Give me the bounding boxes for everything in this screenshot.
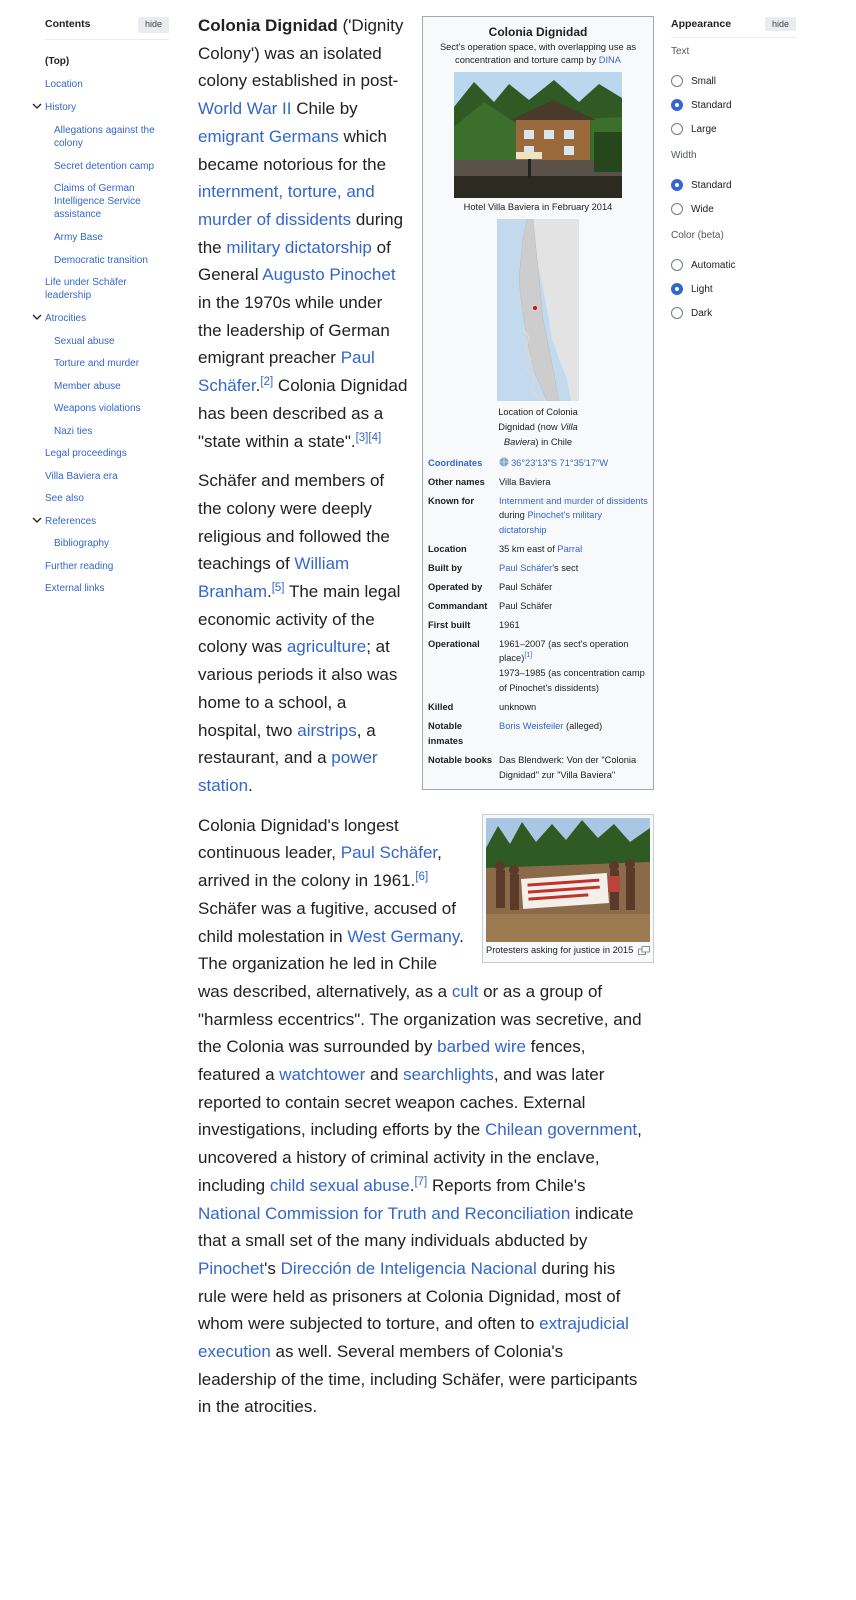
thumbnail-caption: Protesters asking for justice in 2015 xyxy=(486,944,634,955)
link-boris-weisfeiler[interactable]: Boris Weisfeiler xyxy=(499,720,564,731)
radio-label: Large xyxy=(691,123,717,135)
text: . xyxy=(248,775,253,795)
toc-item-army-base[interactable]: Army Base xyxy=(54,231,103,243)
link-watchtower[interactable]: watchtower xyxy=(279,1065,366,1085)
toc-header xyxy=(45,17,169,40)
infobox-row-operational xyxy=(428,636,648,700)
text: The main legal economic activity of the colony was xyxy=(198,582,401,657)
toc-item-nazi-ties[interactable]: Nazi ties xyxy=(54,425,93,437)
reference-link[interactable]: [5] xyxy=(271,582,285,595)
location-text: 35 km east of xyxy=(499,544,555,555)
infobox-row-known-for xyxy=(428,493,648,542)
toc-item-allegations[interactable]: Allegations against the colony xyxy=(54,124,155,149)
known-for-text: during xyxy=(499,510,525,521)
chevron-down-icon[interactable] xyxy=(32,515,42,525)
text: which became notorious for the xyxy=(198,126,387,174)
toc-item-history[interactable] xyxy=(45,101,170,114)
text: 's xyxy=(264,1258,276,1278)
built-by-label: Built by xyxy=(428,563,463,574)
toc-item-atrocities[interactable] xyxy=(45,312,170,325)
text: as well. Several members of Colonia's leadership of the time, including Schäfer, were participants in the atrocities. xyxy=(198,1342,638,1417)
article-title-bold: Colonia Dignidad xyxy=(198,16,338,35)
text: , arrived in the colony in 1961. xyxy=(198,843,442,891)
link-military-dictatorship[interactable]: 's military dictatorship xyxy=(499,510,603,536)
text-size-large-radio[interactable] xyxy=(671,123,717,135)
other-names-label: Other names xyxy=(428,476,485,487)
toc-item-sexual-abuse[interactable]: Sexual abuse xyxy=(54,335,115,347)
toc-item-label: History xyxy=(45,101,77,113)
color-label: Color (beta) xyxy=(671,230,724,241)
protesters-photo[interactable] xyxy=(486,818,650,942)
radio-circle[interactable] xyxy=(671,203,683,215)
infobox-row-notable-inmates xyxy=(428,718,648,752)
reference-link[interactable]: [2] xyxy=(260,376,274,389)
first-built-value: 1961 xyxy=(499,619,520,630)
known-for-value xyxy=(499,494,648,539)
location-value xyxy=(499,542,648,557)
radio-label: Standard xyxy=(691,99,732,111)
notable-books-label: Notable books xyxy=(428,754,493,765)
radio-circle-selected[interactable] xyxy=(671,179,683,191)
protest-thumbnail xyxy=(482,814,654,963)
enlarge-icon[interactable] xyxy=(638,946,650,955)
text: fences, featured a xyxy=(198,1037,586,1085)
radio-circle[interactable] xyxy=(671,75,683,87)
text-size-standard-radio[interactable] xyxy=(671,99,732,111)
appearance-hide-button[interactable]: hide xyxy=(765,17,796,31)
radio-circle-selected[interactable] xyxy=(671,283,683,295)
article-paragraph: Schäfer and members of the colony were deeply religious and followed the teachings of William Branham.[5] The main legal economic activity of the colony was agriculture; at various periods it also was home to a school, a hospital, two airstrips, a restaurant, and a power station. xyxy=(198,471,401,795)
infobox-row-killed xyxy=(428,699,648,718)
infobox-row-coordinates xyxy=(428,455,648,474)
toc-item-label: References xyxy=(45,515,97,527)
link-chilean-government[interactable]: Chilean government xyxy=(484,1120,638,1140)
infobox-subtitle-text: Sect's operation space, with overlapping use as concentration and torture camp by xyxy=(439,42,637,66)
link-power-station[interactable]: power station xyxy=(198,748,378,795)
text: Colonia Dignidad has been described as a "state within a state". xyxy=(198,376,408,451)
infobox-row-location xyxy=(428,541,648,560)
toc-item-location[interactable]: Location xyxy=(45,78,83,90)
text: Schäfer and members of the colony were deeply religious and followed the teachings of xyxy=(198,471,390,574)
radio-circle[interactable] xyxy=(671,307,683,319)
infobox-row-other-names xyxy=(428,474,648,493)
first-built-label: First built xyxy=(428,619,471,630)
coordinates-label[interactable]: Coordinates xyxy=(428,457,483,468)
text: and xyxy=(370,1065,399,1085)
infobox-row-built-by xyxy=(428,560,648,579)
thumbnail-caption-row xyxy=(486,944,650,958)
link-pinochet[interactable]: Pinochet xyxy=(198,1258,265,1278)
toc-item-secret-detention-camp[interactable]: Secret detention camp xyxy=(54,160,155,172)
map-caption-emphasis: Villa Baviera xyxy=(503,422,578,448)
link-parral[interactable]: Parral xyxy=(557,544,583,555)
appearance-header xyxy=(671,17,796,38)
text-size-label: Text xyxy=(671,46,690,57)
radio-label: Dark xyxy=(691,307,713,319)
text: of General xyxy=(198,237,391,285)
color-light-radio[interactable] xyxy=(671,283,713,295)
text: Chile by xyxy=(296,99,358,119)
color-dark-radio[interactable] xyxy=(671,307,712,319)
reference-link[interactable]: [7] xyxy=(414,1175,428,1188)
link-internment-torture-murder[interactable]: internment, torture, and murder of dissidents xyxy=(198,182,375,229)
chevron-down-icon[interactable] xyxy=(32,312,42,322)
photo-caption: Hotel Villa Baviera in February 2014 xyxy=(463,201,613,212)
link-west-germany[interactable]: West Germany xyxy=(347,926,460,946)
article-body xyxy=(198,12,648,1433)
commandant-label: Commandant xyxy=(428,600,488,611)
killed-label: Killed xyxy=(428,702,454,713)
infobox-row-commandant xyxy=(428,598,648,617)
coordinates-value[interactable] xyxy=(499,456,648,471)
link-world-war-ii[interactable]: World War II xyxy=(198,99,292,119)
link-searchlights[interactable]: searchlights xyxy=(403,1065,494,1085)
notable-inmates-suffix: (alleged) xyxy=(566,720,603,731)
link-dina[interactable]: DINA xyxy=(598,55,621,66)
link-internment-murder[interactable]: Internment and murder of dissidents xyxy=(499,495,648,506)
radio-circle[interactable] xyxy=(671,259,683,271)
chile-location-map[interactable] xyxy=(497,219,579,401)
link-paul-schafer[interactable]: Paul Schäfer xyxy=(198,348,375,396)
map-caption-text: ) in Chile xyxy=(535,437,573,448)
text: Colonia Dignidad's longest continuous leader, xyxy=(198,815,399,863)
toc-item-legal-proceedings[interactable]: Legal proceedings xyxy=(45,447,127,459)
toc-item-references[interactable] xyxy=(45,515,170,528)
operational-text: 1961–2007 (as sect's operation place) xyxy=(499,638,629,664)
other-names-value: Villa Baviera xyxy=(499,476,551,487)
infobox-row-notable-books xyxy=(428,752,648,786)
toc-item-external-links[interactable]: External links xyxy=(45,582,105,594)
infobox-row-first-built xyxy=(428,617,648,636)
text: Schäfer was a fugitive, accused of child molestation in xyxy=(198,898,456,946)
toc-item-further-reading[interactable]: Further reading xyxy=(45,560,114,572)
text: during the xyxy=(198,209,404,257)
link-extrajudicial-execution[interactable]: extrajudicial execution xyxy=(198,1314,629,1362)
killed-value: unknown xyxy=(499,702,537,713)
text: in the 1970s while under the leadership of German emigrant preacher xyxy=(198,293,390,368)
text: , and was later reported to contain secret weapon caches. External investigations, including efforts by the xyxy=(198,1065,605,1140)
chevron-down-icon[interactable] xyxy=(32,101,42,111)
operational-value xyxy=(499,637,648,697)
link-pinochet[interactable]: Pinochet xyxy=(527,510,564,521)
toc-title: Contents xyxy=(45,18,91,31)
text: indicate that a small set of the many individuals abducted by xyxy=(198,1203,634,1251)
radio-label: Light xyxy=(691,283,713,295)
text: ; at various periods it also was home to a school, a hospital, two xyxy=(198,637,398,740)
toc-item-claims-german-intelligence[interactable]: Claims of German Intelligence Service assistance xyxy=(54,182,141,220)
link-military-dictatorship[interactable]: military dictatorship xyxy=(226,237,372,257)
appearance-panel xyxy=(671,17,796,319)
link-truth-reconciliation-commission[interactable]: National Commission for Truth and Reconciliation xyxy=(198,1203,571,1223)
text: ('Dignity Colony') was an isolated colony established in post- xyxy=(198,16,404,91)
map-caption xyxy=(493,405,583,451)
infobox-subtitle xyxy=(428,41,648,68)
built-by-value xyxy=(499,561,648,576)
operated-by-value: Paul Schäfer xyxy=(499,581,553,592)
notable-inmates-label: Notable inmates xyxy=(428,720,464,746)
link-barbed-wire[interactable]: barbed wire xyxy=(437,1037,526,1057)
link-augusto-pinochet[interactable]: Augusto Pinochet xyxy=(262,265,396,285)
notable-inmates-value xyxy=(499,719,648,749)
reference-link[interactable]: [1] xyxy=(524,652,533,660)
toc-hide-button[interactable]: hide xyxy=(138,17,169,33)
operational-label: Operational xyxy=(428,638,480,649)
location-label: Location xyxy=(428,544,467,555)
link-cult[interactable]: cult xyxy=(451,981,479,1001)
radio-label: Wide xyxy=(691,203,714,215)
link-paul-schafer[interactable]: Paul Schäfer xyxy=(499,563,553,574)
text: . The organization he led in Chile was described, alternatively, as a xyxy=(198,926,464,1001)
width-standard-radio[interactable] xyxy=(671,179,732,191)
toc-item-democratic-transition[interactable]: Democratic transition xyxy=(54,254,148,266)
toc-item-see-also[interactable]: See also xyxy=(45,492,84,504)
hotel-villa-baviera-photo[interactable] xyxy=(454,72,622,198)
infobox-title: Colonia Dignidad xyxy=(488,25,588,39)
toc-item-label: Atrocities xyxy=(45,312,87,324)
toc-item-life-under-schafer[interactable]: Life under Schäfer leadership xyxy=(45,276,127,301)
appearance-title: Appearance xyxy=(671,18,732,30)
toc-item-member-abuse[interactable]: Member abuse xyxy=(54,380,121,392)
infobox-container xyxy=(422,16,654,790)
radio-circle[interactable] xyxy=(671,123,683,135)
commandant-value: Paul Schäfer xyxy=(499,600,553,611)
text: , a restaurant, and a xyxy=(198,720,376,768)
coordinates-link[interactable]: 36°23′13″S 71°35′17″W xyxy=(511,457,609,468)
color-automatic-radio[interactable] xyxy=(671,259,735,271)
link-dina[interactable]: Dirección de Inteligencia Nacional xyxy=(280,1258,537,1278)
toc-item-weapons-violations[interactable]: Weapons violations xyxy=(54,402,141,414)
link-agriculture[interactable]: agriculture xyxy=(286,637,367,657)
text: or as a group of "harmless eccentrics". The organization was secretive, and the Colonia was surrounded by xyxy=(198,981,642,1057)
toc-item-torture-and-murder[interactable]: Torture and murder xyxy=(54,357,140,369)
link-child-sexual-abuse[interactable]: child sexual abuse xyxy=(269,1175,410,1195)
built-by-suffix: 's sect xyxy=(552,563,579,574)
radio-label: Automatic xyxy=(691,259,736,271)
infobox-row-operated-by xyxy=(428,579,648,598)
text: during his rule were held as prisoners at Colonia Dignidad, most of whom were subjected to torture, and often to xyxy=(198,1258,621,1334)
link-airstrips[interactable]: airstrips xyxy=(297,720,357,740)
notable-books-value: Das Blendwerk: Von der "Colonia Dignidad" zur "Villa Baviera" xyxy=(499,754,637,780)
operated-by-label: Operated by xyxy=(428,581,483,592)
article-paragraph: Colonia Dignidad ('Dignity Colony') was an isolated colony established in post-World War II Chile by emigrant Germans which became notorious for the internment, torture, and murder of dissidents during the military dictatorship of General Augusto Pinochet in the 1970s while under the leadership of German emigrant preacher Paul Schäfer.[2] Colonia Dignidad has been described as a "state within a state".[3][4] xyxy=(198,16,408,451)
toc-item-bibliography[interactable]: Bibliography xyxy=(54,537,110,549)
text: Reports from Chile's xyxy=(431,1175,586,1195)
radio-circle-selected[interactable] xyxy=(671,99,683,111)
table-of-contents xyxy=(45,17,175,594)
link-paul-schafer[interactable]: Paul Schäfer xyxy=(340,843,438,863)
reference-link[interactable]: [6] xyxy=(415,871,429,884)
map-caption-text: Location of Colonia Dignidad (now xyxy=(498,406,578,433)
operational-text: 1973–1985 (as concentration camp of Pinochet's dissidents) xyxy=(499,668,645,694)
link-emigrant-germans[interactable]: emigrant Germans xyxy=(198,126,339,146)
text-size-small-radio[interactable] xyxy=(671,75,716,87)
radio-label: Standard xyxy=(691,179,732,191)
text: , uncovered a history of criminal activity in the enclave, including xyxy=(198,1120,642,1195)
width-label: Width xyxy=(671,150,697,161)
radio-label: Small xyxy=(691,75,717,87)
toc-item-villa-baviera-era[interactable]: Villa Baviera era xyxy=(45,470,118,482)
width-wide-radio[interactable] xyxy=(671,203,714,215)
link-william-branham[interactable]: William Branham xyxy=(198,554,350,602)
text: . xyxy=(409,1175,415,1195)
globe-icon xyxy=(499,457,509,467)
toc-item-top[interactable]: (Top) xyxy=(45,55,70,67)
reference-link[interactable]: [3][4] xyxy=(355,431,382,444)
known-for-label: Known for xyxy=(428,495,474,506)
